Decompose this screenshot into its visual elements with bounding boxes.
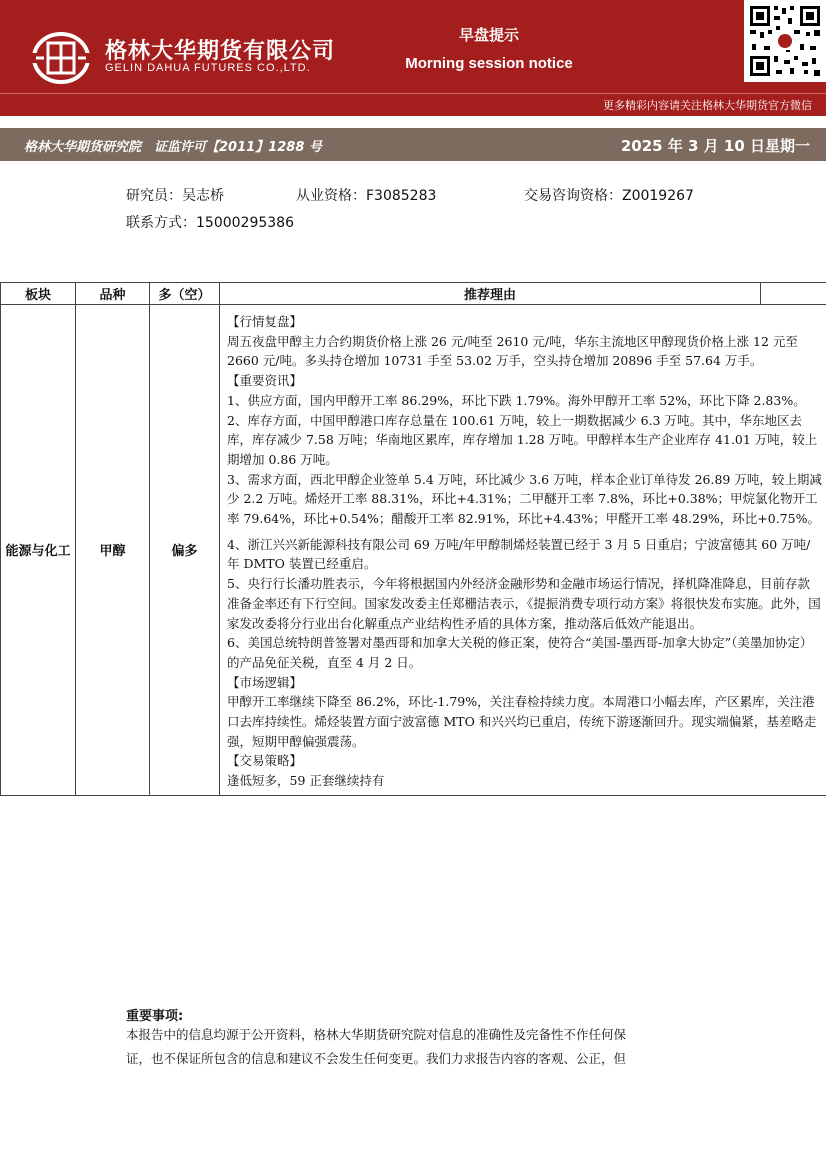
institute-license: 格林大华期货研究院 证监许可【2011】1288 号 xyxy=(24,140,322,155)
reason-news-plant: 4、浙江兴兴新能源科技有限公司 69 万吨/年甲醇制烯烃装置已经于 3 月 5 日重启；宁波富德其 60 万吨/年 DMTO 装置已经重启。 xyxy=(227,536,811,572)
institute-banner xyxy=(0,128,826,161)
gelin-dahua-logo-icon xyxy=(30,30,92,86)
table-header-row xyxy=(1,283,826,305)
header-direction: 多（空） xyxy=(150,283,220,305)
reason-review-text: 周五夜盘甲醇主力合约期货价格上涨 26 元/吨至 2610 元/吨，华东主流地区甲醇现货价格上涨 12 元至 2660 元/吨。多头持仓增加 10731 手至 53.02 万手，空头持仓增加 20896 手至 57.64 万手。 xyxy=(227,333,798,369)
notes-line: 本报告中的信息均源于公开资料，格林大华期货研究院对信息的准确性及完备性不作任何保 xyxy=(126,1027,627,1042)
reason-news-demand: 3、需求方面，西北甲醇企业签单 5.4 万吨，环比减少 3.6 万吨，样本企业订单待发 26.89 万吨，较上期减少 2.2 万吨。烯烃开工率 88.31%，环比+4.31%；二甲醚开工率 7.8%，环比+0.38%；甲烷氯化物开工率 79.64%，环比+0.54%；醋酸开工率 82.91%，环比+4.43%；甲醛开工率 48.29%，环比+0.75%。 xyxy=(227,471,822,527)
table-row xyxy=(1,305,826,796)
notes-line: 证，也不保证所包含的信息和建议不会发生任何变更。我们力求报告内容的客观、公正，但 xyxy=(126,1051,627,1066)
page-header xyxy=(0,0,826,116)
header-reason: 推荐理由 xyxy=(220,283,761,305)
researcher-qualification: 从业资格：F3085283 xyxy=(296,188,437,204)
notice-title-en: Morning session notice xyxy=(405,55,573,72)
reason-logic-text: 甲醇开工率继续下降至 86.2%，环比-1.79%，关注春检持续力度。本周港口小幅去库，产区累库，关注港口去库持续性。烯烃装置方面宁波富德 MTO 和兴兴均已重启，传统下游逐渐回升。现实端偏紧，基差略走强，短期甲醇偏强震荡。 xyxy=(227,694,817,749)
researcher-name: 研究员：吴志桥 xyxy=(126,188,224,204)
header-divider xyxy=(0,93,826,94)
company-name-en: GELIN DAHUA FUTURES CO.,LTD. xyxy=(105,62,311,74)
reason-heading-strategy: 【交易策略】 xyxy=(227,753,303,769)
direction-cell: 偏多 xyxy=(150,305,220,796)
important-notes xyxy=(126,1023,726,1071)
researcher-contact: 联系方式：15000295386 xyxy=(126,215,294,231)
wechat-qr-code-icon xyxy=(744,0,826,82)
header-variety: 品种 xyxy=(76,283,150,305)
reason-news-supply: 1、供应方面，国内甲醇开工率 86.29%，环比下跌 1.79%。海外甲醇开工率 52%，环比下降 2.83%。 xyxy=(227,392,806,408)
recommendation-table xyxy=(0,282,826,796)
company-name-cn: 格林大华期货有限公司 xyxy=(105,38,336,64)
sector-cell: 能源与化工 xyxy=(1,305,76,796)
notice-title-cn: 早盘提示 xyxy=(458,26,519,44)
reason-news-tariff: 6、美国总统特朗普签署对墨西哥和加拿大关税的修正案，使符合“美国-墨西哥-加拿大协定”（美墨加协定）的产品免征关税，直至 4 月 2 日。 xyxy=(227,635,813,670)
wechat-follow-text: 更多精彩内容请关注格林大华期货官方微信 xyxy=(603,99,812,112)
reason-news-inventory: 2、库存方面，中国甲醇港口库存总量在 100.61 万吨，较上一期数据减少 6.3 万吨。其中，华东地区去库，库存减少 7.58 万吨；华南地区累库，库存增加 1.28 万吨。甲醇样本生产企业库存 41.01 万吨，较上期增加 0.86 万吨。 xyxy=(227,412,818,467)
reason-heading-logic: 【市场逻辑】 xyxy=(227,674,303,690)
reason-cell xyxy=(220,305,826,796)
reason-heading-review: 【行情复盘】 xyxy=(227,314,303,329)
reason-heading-news: 【重要资讯】 xyxy=(227,373,303,389)
variety-cell: 甲醇 xyxy=(76,305,150,796)
header-sector: 板块 xyxy=(1,283,76,305)
reason-news-macro: 5、央行行长潘功胜表示，今年将根据国内外经济金融形势和金融市场运行情况，择机降准降息，目前存款准备金率还有下行空间。国家发改委主任郑栅洁表示，《提振消费专项行动方案》将很快发布实施。此外，国家发改委将分行业出台化解重点产业结构性矛盾的具体方案，推动落后低效产能退出。 xyxy=(227,576,821,631)
important-notes-title: 重要事项: xyxy=(126,1009,184,1024)
header-extra xyxy=(761,283,826,305)
advisory-qualification: 交易咨询资格：Z0019267 xyxy=(524,188,694,204)
report-date: 2025 年 3 月 10 日星期一 xyxy=(620,137,810,155)
reason-strategy-text: 逢低短多，59 正套继续持有 xyxy=(227,773,385,789)
